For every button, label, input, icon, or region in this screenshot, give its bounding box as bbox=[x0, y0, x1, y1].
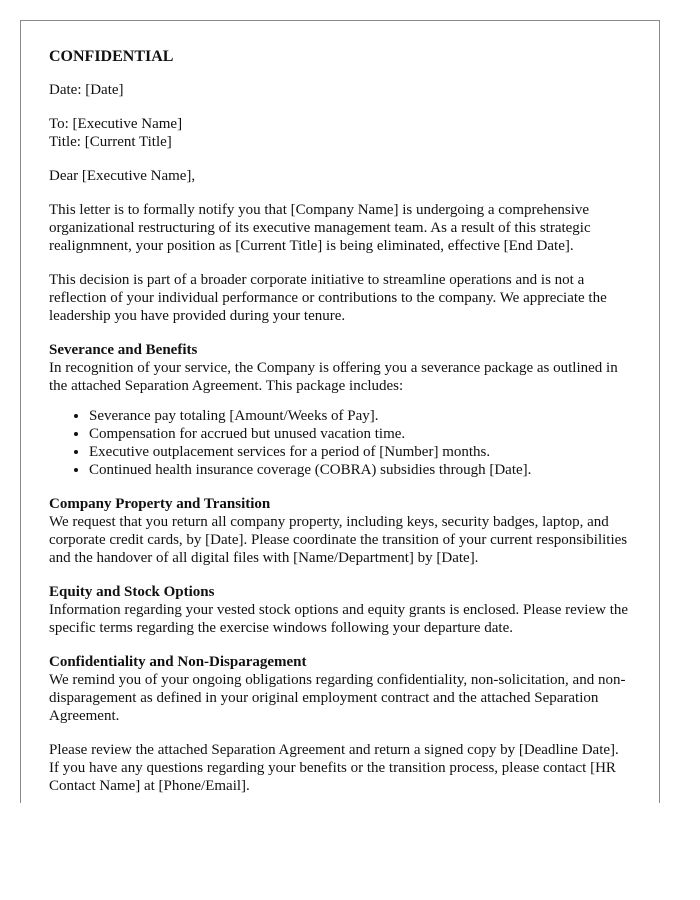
property-section bbox=[49, 495, 631, 567]
confidential-label: CONFIDENTIAL bbox=[49, 48, 174, 65]
severance-section bbox=[49, 341, 631, 395]
decision-paragraph: This decision is part of a broader corporate initiative to streamline operations and is not a reflection of your individual performance or contributions to the company. We appreciate the leadership you have provided during your tenure. bbox=[49, 272, 607, 324]
to-line: To: [Executive Name] bbox=[49, 116, 183, 132]
property-heading: Company Property and Transition bbox=[49, 496, 271, 512]
notification-paragraph: This letter is to formally notify you that [Company Name] is undergoing a comprehensive organizational restructuring of its executive management team. As a result of this strategic realignmnent, your position as [Current Title] is being eliminated, effective [End Date]. bbox=[49, 202, 591, 254]
date-line: Date: [Date] bbox=[49, 82, 124, 98]
property-text: We request that you return all company property, including keys, security badges, laptop, and corporate credit cards, by [Date]. Please coordinate the transition of your current responsibilities and the handover of all digital files with [Name/Department] by [Date]. bbox=[49, 514, 628, 566]
list-item: • Compensation for accrued but unused vacation time. bbox=[89, 425, 631, 443]
list-item: • Executive outplacement services for a period of [Number] months. bbox=[89, 443, 631, 461]
confidentiality-section bbox=[49, 653, 631, 725]
equity-text: Information regarding your vested stock options and equity grants is enclosed. Please review the specific terms regarding the exercise windows following your departure date. bbox=[49, 602, 629, 636]
recipient-block bbox=[49, 115, 631, 151]
confidentiality-heading: Confidentiality and Non-Disparagement bbox=[49, 654, 307, 670]
equity-section bbox=[49, 583, 631, 637]
list-item: • Continued health insurance coverage (COBRA) subsidies through [Date]. bbox=[89, 461, 631, 479]
letter-page bbox=[20, 20, 660, 803]
salutation: Dear [Executive Name], bbox=[49, 168, 196, 184]
severance-text: In recognition of your service, the Company is offering you a severance package as outlined in the attached Separation Agreement. This package includes: bbox=[49, 360, 618, 394]
severance-heading: Severance and Benefits bbox=[49, 342, 198, 358]
equity-heading: Equity and Stock Options bbox=[49, 584, 215, 600]
list-item: • Severance pay totaling [Amount/Weeks of Pay]. bbox=[89, 407, 631, 425]
closing-paragraph: Please review the attached Separation Agreement and return a signed copy by [Deadline Date]. If you have any questions regarding your benefits or the transition process, please contact [HR Contact Name] at [Phone/Email]. bbox=[49, 742, 619, 794]
confidentiality-text: We remind you of your ongoing obligations regarding confidentiality, non-solicitation, and non-disparagement as defined in your original employment contract and the attached Separation Agreement. bbox=[49, 672, 626, 724]
title-line: Title: [Current Title] bbox=[49, 134, 172, 150]
severance-list bbox=[49, 407, 631, 479]
